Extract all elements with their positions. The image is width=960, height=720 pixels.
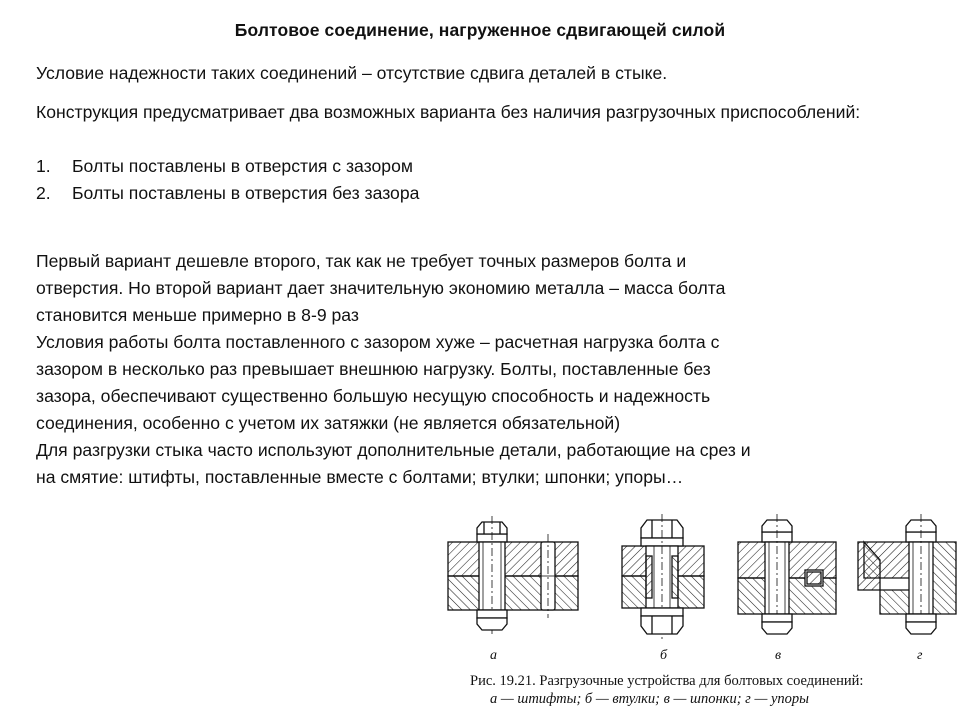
text-line: зазора, обеспечивают существенно большую несущую способность и надежность xyxy=(36,386,711,406)
paragraph-construction: Конструкция предусматривает два возможных варианта без наличия разгрузочных приспособлений: xyxy=(36,102,861,122)
text-line: Для разгрузки стыка часто используют дополнительные детали, работающие на срез и xyxy=(36,440,751,460)
text-line: отверстия. Но второй вариант дает значительную экономию металла – масса болта xyxy=(36,278,726,298)
text-line: соединения, особенно с учетом их затяжки (не является обязательной) xyxy=(36,413,621,433)
figure-label-a: а xyxy=(490,648,497,663)
list-number: 2. xyxy=(36,183,51,203)
paragraph-reliability: Условие надежности таких соединений – отсутствие сдвига деталей в стыке. xyxy=(36,63,668,83)
text-line: становится меньше примерно в 8-9 раз xyxy=(36,305,359,325)
slide-title: Болтовое соединение, нагруженное сдвигающей силой xyxy=(234,20,726,40)
figure-label-v: в xyxy=(775,648,782,663)
list-item xyxy=(36,180,419,207)
caption-legend: а — штифты; б — втулки; в — шпонки; г — упоры xyxy=(490,691,809,707)
text-line: Первый вариант дешевле второго, так как не требует точных размеров болта и xyxy=(36,251,687,271)
list-item xyxy=(36,153,419,180)
variant-g-stops xyxy=(858,514,956,636)
variant-b-bushings xyxy=(622,514,704,640)
list-number: 1. xyxy=(36,156,51,176)
caption-title: Рис. 19.21. Разгрузочные устройства для болтовых соединений: xyxy=(470,673,864,689)
text-line: на смятие: штифты, поставленные вместе с болтами; втулки; шпонки; упоры… xyxy=(36,467,684,487)
paragraph-comparison xyxy=(36,248,936,491)
variant-a-pins xyxy=(448,516,578,634)
list-text: Болты поставлены в отверстия с зазором xyxy=(72,156,413,176)
list-text: Болты поставлены в отверстия без зазора xyxy=(72,183,420,203)
text-line: Условия работы болта поставленного с зазором хуже – расчетная нагрузка болта с xyxy=(36,332,720,352)
figure-label-b: б xyxy=(660,648,668,663)
figure-caption xyxy=(470,672,940,708)
text-line: зазором в несколько раз превышает внешнюю нагрузку. Болты, поставленные без xyxy=(36,359,711,379)
variants-list xyxy=(36,153,419,207)
figure-label-g: г xyxy=(917,648,923,663)
variant-v-keys xyxy=(738,514,836,636)
